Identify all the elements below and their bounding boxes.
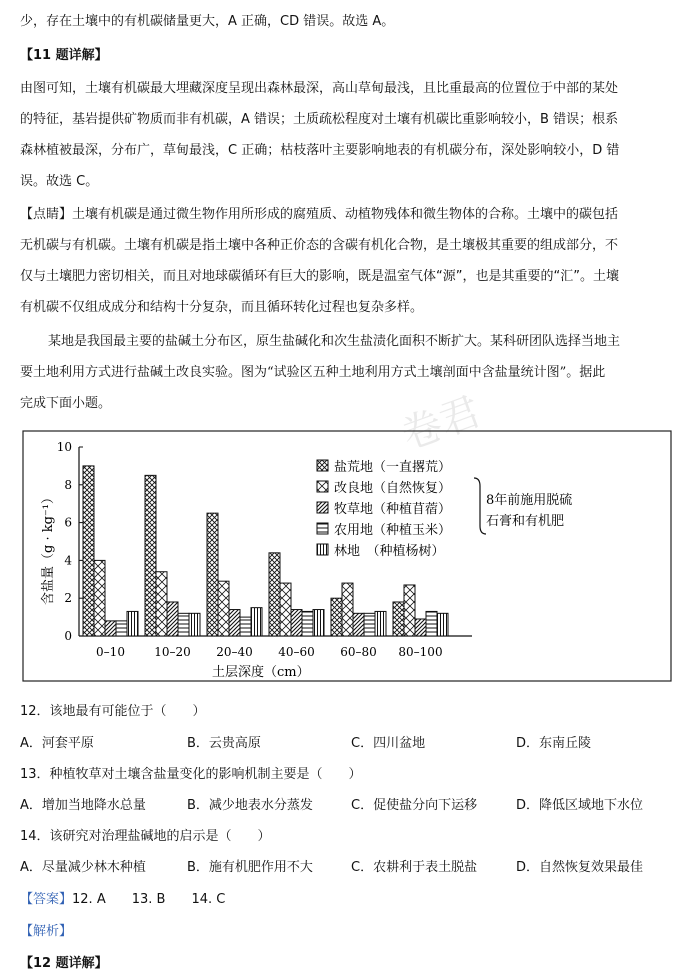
text-line-3: 由图可知，土壤有机碳最大埋藏深度呈现出森林最深，高山草甸最浅，且比重最高的位置位于中部的某处 bbox=[20, 81, 619, 96]
text-line-5: 森林植被最深，分布广，草甸最浅，C 正确；枯枝落叶主要影响地表的有机碳分布，深处影响较小，D 错 bbox=[20, 143, 620, 158]
legend-label: 林地 （种植杨树） bbox=[334, 544, 445, 559]
legend-label: 农用地（种植玉米） bbox=[334, 523, 452, 538]
answer-line bbox=[20, 890, 225, 910]
q14-option-c: C．农耕利于表土脱盐 bbox=[351, 860, 478, 875]
watermark: 卷君 bbox=[395, 388, 487, 460]
bar bbox=[145, 475, 156, 636]
q12-option-b: B．云贵高原 bbox=[187, 736, 261, 751]
bar bbox=[291, 610, 302, 636]
intro-line-3: 完成下面小题。 bbox=[20, 396, 112, 411]
legend-label: 改良地（自然恢复） bbox=[334, 481, 452, 496]
y-tick-label: 6 bbox=[64, 515, 72, 530]
text-line-10: 有机碳不仅组成成分和结构十分复杂，而且循环转化过程也复杂多样。 bbox=[20, 300, 424, 315]
chart-svg bbox=[22, 430, 672, 682]
bar bbox=[94, 560, 105, 636]
bar bbox=[218, 581, 229, 636]
y-tick-label: 10 bbox=[56, 440, 72, 454]
q14-option-b: B．施有机肥作用不大 bbox=[187, 860, 313, 875]
bar bbox=[437, 613, 448, 636]
bar bbox=[167, 602, 178, 636]
text-line-8: 无机碳与有机碳。土壤有机碳是指土壤中各种正价态的含碳有机化合物，是土壤极其重要的组成部分，不 bbox=[20, 238, 619, 253]
bar bbox=[280, 583, 291, 636]
bar bbox=[393, 602, 404, 636]
q14-option-d: D．自然恢复效果最佳 bbox=[516, 860, 644, 875]
legend-swatch bbox=[317, 460, 328, 471]
intro-line-1: 某地是我国最主要的盐碱土分布区，原生盐碱化和次生盐渍化面积不断扩大。某科研团队选择当地主 bbox=[48, 334, 621, 349]
q13-option-b: B．减少地表水分蒸发 bbox=[187, 798, 313, 813]
q12-option-d: D．东南丘陵 bbox=[516, 736, 592, 751]
bar bbox=[269, 553, 280, 636]
bar bbox=[302, 611, 313, 636]
y-tick-label: 0 bbox=[64, 629, 72, 643]
bar bbox=[331, 598, 342, 636]
legend-bracket bbox=[474, 478, 486, 534]
analysis-tag: 【解析】 bbox=[20, 924, 73, 939]
legend-swatch bbox=[317, 481, 328, 492]
text-line-4: 的特征，基岩提供矿物质而非有机碳，A 错误；土质疏松程度对土壤有机碳比重影响较小，B 错误；根系 bbox=[20, 112, 619, 127]
bar bbox=[251, 608, 262, 636]
bar bbox=[240, 617, 251, 636]
question-13-stem: 13．种植牧草对土壤含盐量变化的影响机制主要是（ ） bbox=[20, 767, 362, 782]
bar bbox=[342, 583, 353, 636]
bar bbox=[105, 621, 116, 636]
text-line-1: 少，存在土壤中的有机碳储量更大，A 正确，CD 错误。故选 A。 bbox=[20, 14, 395, 29]
y-axis-label: 含盐量（g · kg⁻¹） bbox=[41, 491, 56, 605]
bar bbox=[415, 619, 426, 636]
x-tick-label: 10–20 bbox=[154, 645, 191, 659]
x-tick-label: 0–10 bbox=[96, 645, 125, 659]
bar bbox=[313, 610, 324, 636]
x-tick-label: 60–80 bbox=[340, 645, 377, 659]
bar bbox=[364, 613, 375, 636]
bar bbox=[426, 611, 437, 636]
bar bbox=[127, 611, 138, 636]
q14-option-a: A．尽量减少林木种植 bbox=[20, 860, 146, 875]
chart-legend bbox=[317, 459, 451, 559]
answer-text: 12. A 13. B 14. C bbox=[72, 892, 226, 907]
text-line-7: 【点睛】土壤有机碳是通过微生物作用所形成的腐殖质、动植物残体和微生物体的合称。土壤中的碳包括 bbox=[20, 207, 619, 222]
x-axis-label: 土层深度（cm） bbox=[212, 665, 310, 680]
text-line-6: 误。故选 C。 bbox=[20, 174, 99, 189]
legend-swatch bbox=[317, 523, 328, 534]
bar bbox=[189, 613, 200, 636]
q13-option-c: C．促使盐分向下运移 bbox=[351, 798, 478, 813]
detail-tag-q12: 【12 题详解】 bbox=[20, 956, 108, 971]
salt-content-chart bbox=[22, 430, 672, 682]
bar bbox=[116, 621, 127, 636]
legend-swatch bbox=[317, 544, 328, 555]
bar bbox=[375, 611, 386, 636]
q12-option-a: A．河套平原 bbox=[20, 736, 94, 751]
legend-label: 盐荒地（一直撂荒） bbox=[334, 460, 452, 475]
bracket-note-line-2: 石膏和有机肥 bbox=[486, 514, 565, 529]
q13-option-a: A．增加当地降水总量 bbox=[20, 798, 146, 813]
y-tick-label: 8 bbox=[64, 477, 72, 492]
y-tick-label: 2 bbox=[64, 591, 72, 606]
bar bbox=[207, 513, 218, 636]
question-14-stem: 14．该研究对治理盐碱地的启示是（ ） bbox=[20, 829, 271, 844]
answer-tag: 【答案】 bbox=[20, 892, 73, 907]
bar bbox=[156, 572, 167, 636]
bar bbox=[353, 613, 364, 636]
question-12-stem: 12．该地最有可能位于（ ） bbox=[20, 704, 206, 719]
text-line-9: 仅与土壤肥力密切相关，而且对地球碳循环有巨大的影响，既是温室气体“源”，也是其重要的“汇”。土壤 bbox=[20, 269, 619, 284]
q12-option-c: C．四川盆地 bbox=[351, 736, 426, 751]
section-heading-q11: 【11 题详解】 bbox=[20, 48, 108, 63]
y-tick-label: 4 bbox=[64, 553, 72, 568]
bar bbox=[404, 585, 415, 636]
bar bbox=[83, 466, 94, 636]
bar bbox=[229, 610, 240, 636]
x-tick-label: 20–40 bbox=[216, 645, 253, 659]
q13-option-d: D．降低区域地下水位 bbox=[516, 798, 644, 813]
legend-swatch bbox=[317, 502, 328, 513]
bracket-note-line-1: 8年前施用脱硫 bbox=[486, 493, 573, 508]
x-tick-label: 40–60 bbox=[278, 645, 315, 659]
legend-label: 牧草地（种植苜蓿） bbox=[334, 502, 452, 517]
bar bbox=[178, 613, 189, 636]
x-tick-label: 80–100 bbox=[398, 645, 443, 659]
intro-line-2: 要土地利用方式进行盐碱土改良实验。图为“试验区五种土地利用方式土壤剖面中含盐量统计图”。据此 bbox=[20, 365, 606, 380]
